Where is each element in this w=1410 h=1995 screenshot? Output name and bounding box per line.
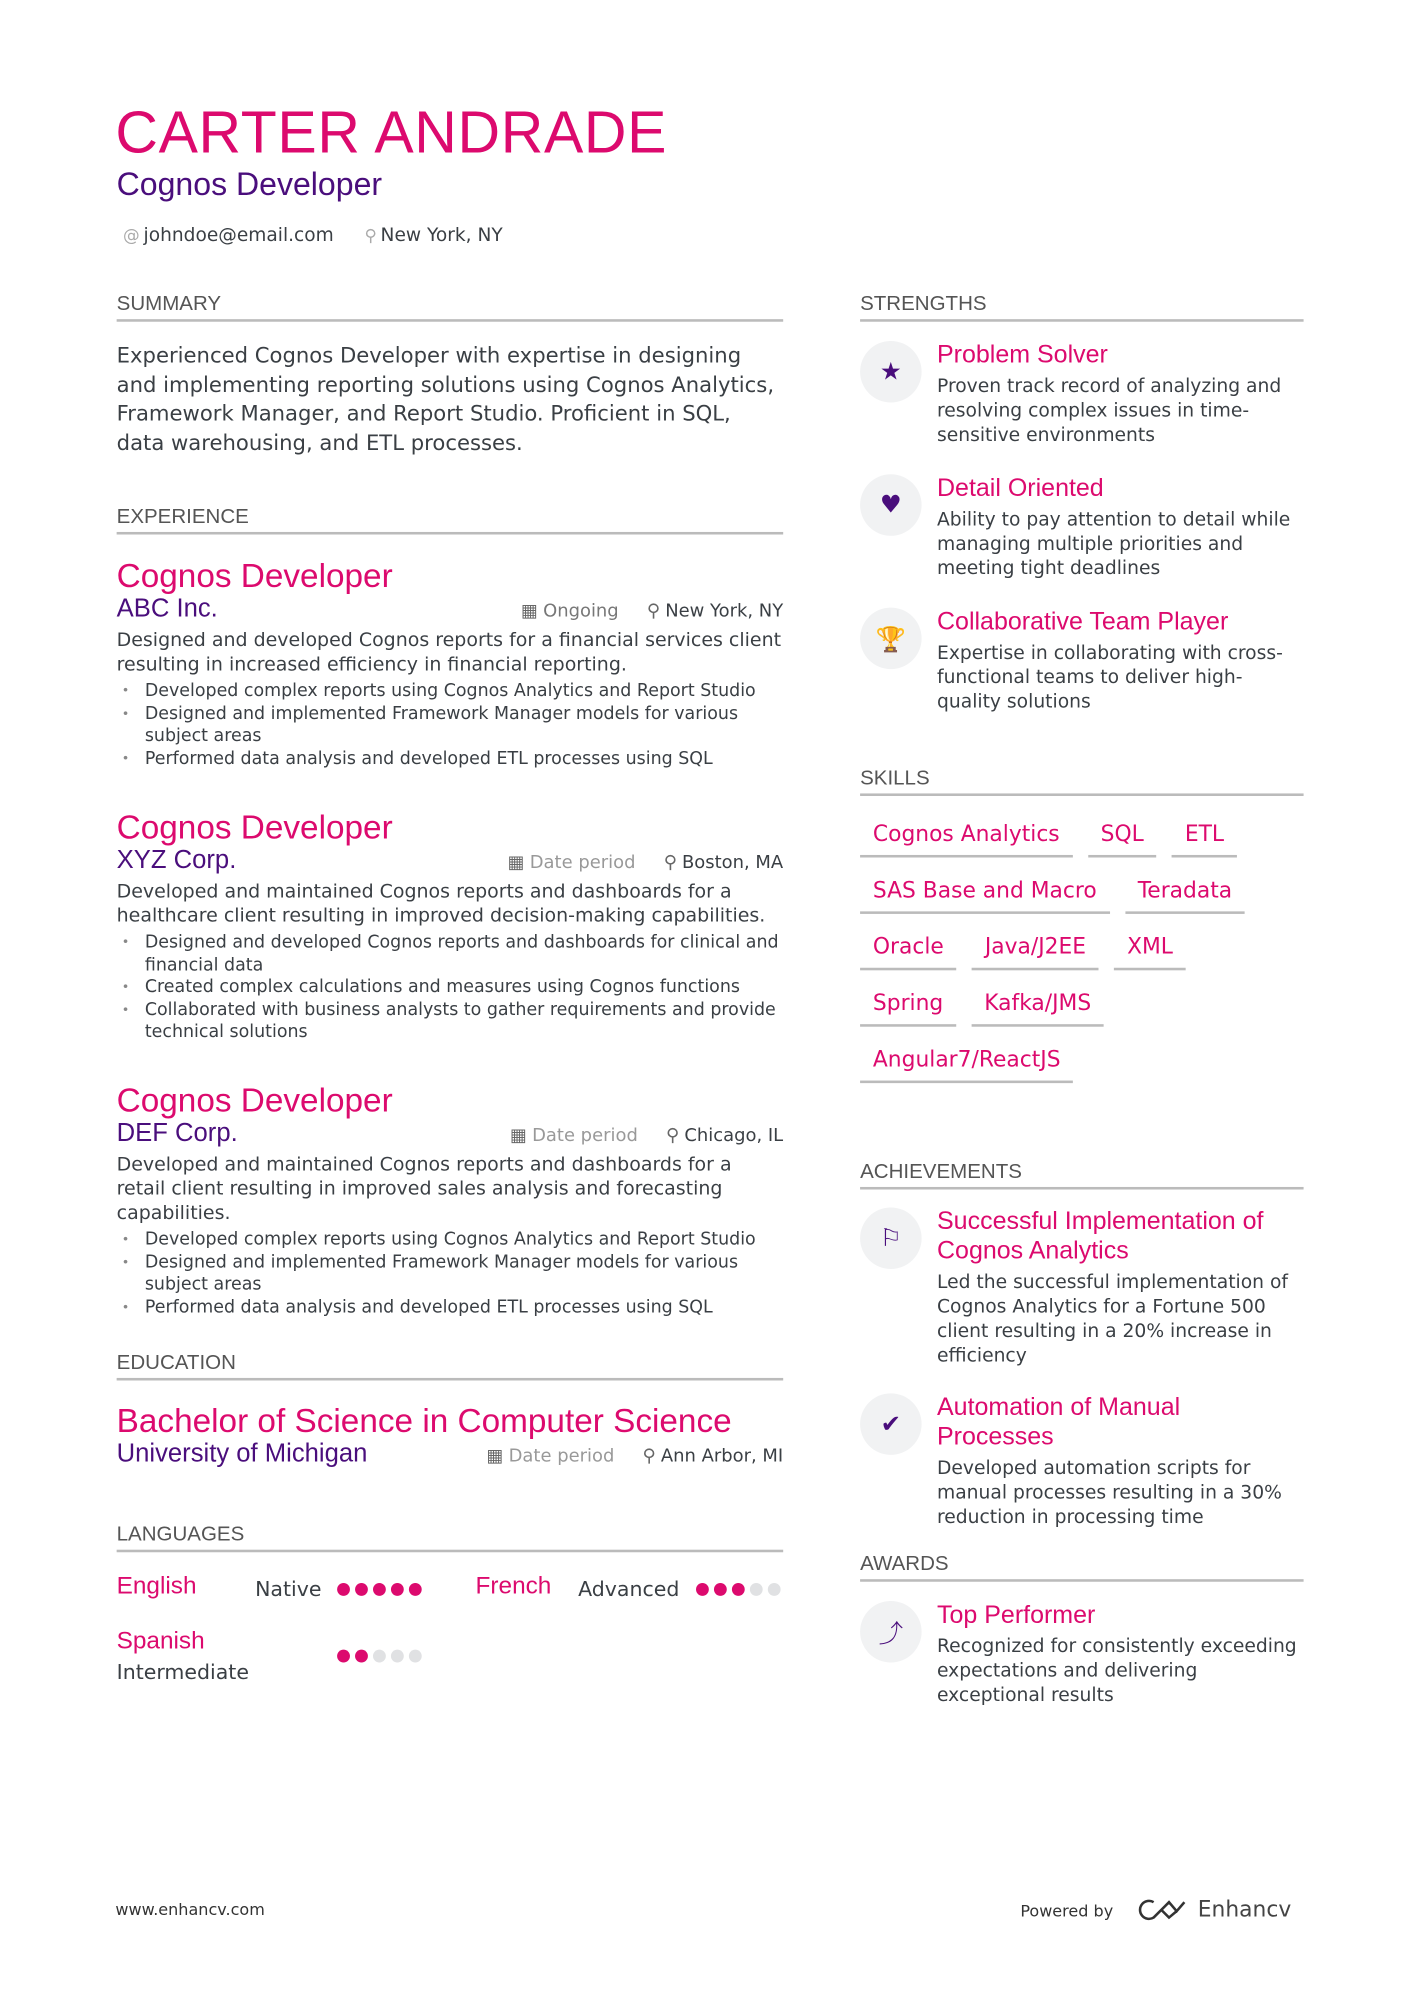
section-header-experience: EXPERIENCE — [117, 506, 784, 534]
bullet-item: • Performed data analysis and developed ETL processes using SQL — [145, 748, 783, 770]
star-icon: ★ — [860, 341, 922, 403]
achievements-item — [860, 1393, 1304, 1529]
job-bullets — [117, 1229, 784, 1319]
item-description: Led the successful implementation of Cognos Analytics for a Fortune 500 client resulting in a 20% increase in efficiency — [936, 1271, 1289, 1367]
company: DEF Corp. — [116, 1119, 238, 1148]
enhancv-logo-icon — [1139, 1898, 1188, 1921]
language-name: English — [116, 1572, 197, 1600]
location — [364, 226, 502, 247]
calendar-icon: ▦ — [486, 1445, 504, 1467]
experience-entry — [117, 806, 784, 1044]
location-pin-icon: ⚲ — [666, 1125, 680, 1146]
achievements-item — [860, 1207, 1304, 1367]
item-title: Top Performer — [936, 1600, 1096, 1630]
email-text: johndoe@email.com — [143, 225, 334, 247]
job-description: Designed and developed Cognos reports for a financial services client resulting in increased efficiency in financial reporting. — [116, 629, 782, 676]
job-title: Cognos Developer — [116, 1080, 393, 1120]
bullet-item: • Designed and developed Cognos reports and dashboards for clinical and financial data — [145, 932, 783, 977]
item-title: Automation of Manual Processes — [936, 1393, 1181, 1451]
skill-tag: Teradata — [1125, 878, 1245, 914]
rating-dot — [337, 1650, 350, 1663]
degree: Bachelor of Science in Computer Science — [116, 1401, 732, 1440]
rating-dot — [750, 1583, 763, 1596]
rating-dot — [355, 1650, 368, 1663]
language-level: Advanced — [578, 1576, 680, 1601]
job-date: Date period — [529, 852, 636, 873]
heart-icon: ♥ — [860, 474, 922, 536]
rating-dot — [696, 1583, 709, 1596]
job-meta — [521, 601, 783, 622]
experience-entry — [117, 1079, 784, 1319]
strengths-item — [860, 608, 1304, 714]
skill-tag: SAS Base and Macro — [860, 878, 1109, 914]
job-location: Chicago, IL — [684, 1125, 784, 1146]
location-text: New York, NY — [380, 225, 503, 247]
footer-branding — [1020, 1897, 1291, 1923]
language-level: Intermediate — [116, 1659, 249, 1685]
item-title: Collaborative Team Player — [936, 607, 1229, 636]
section-header-strengths: STRENGTHS — [860, 294, 1304, 322]
section-header-education: EDUCATION — [117, 1352, 784, 1380]
check-icon: ✔ — [860, 1393, 922, 1455]
calendar-icon: ▦ — [507, 852, 525, 873]
contact-info — [123, 226, 503, 247]
footer-website[interactable]: www.enhancv.com — [115, 1899, 265, 1919]
item-description: Developed automation scripts for manual processes resulting in a 30% reduction in processing time — [936, 1457, 1282, 1528]
job-title: Cognos Developer — [116, 556, 393, 595]
job-description: Developed and maintained Cognos reports and dashboards for a retail client resulting in improved sales analysis and forecasting capabilities. — [116, 1153, 732, 1225]
job-date: Date period — [532, 1125, 638, 1146]
rating-dot — [391, 1583, 404, 1596]
job-location: New York, NY — [665, 601, 784, 622]
skill-tag: Angular7/ReactJS — [860, 1047, 1073, 1083]
skill-tag: XML — [1114, 934, 1186, 970]
skill-tag: Java/J2EE — [972, 934, 1099, 970]
calendar-icon: ▦ — [509, 1125, 527, 1146]
job-title: Cognos Developer — [116, 807, 393, 846]
bullet-item: • Performed data analysis and developed ETL processes using SQL — [145, 1297, 783, 1319]
skill-tag: Spring — [860, 991, 956, 1027]
bullet-item: • Collaborated with business analysts to gather requirements and provide technical solutions — [145, 999, 783, 1044]
rating-dot — [373, 1583, 386, 1596]
at-icon: @ — [123, 226, 140, 247]
rating-dot — [391, 1650, 404, 1663]
location-pin-icon: ⚲ — [646, 601, 661, 622]
job-meta — [510, 1125, 783, 1146]
education-entry — [117, 1400, 784, 1469]
candidate-name: CARTER ANDRADE — [115, 98, 668, 166]
company: ABC Inc. — [116, 594, 218, 623]
job-location: Boston, MA — [681, 852, 784, 873]
item-title: Detail Oriented — [936, 474, 1104, 503]
skill-tag: Oracle — [860, 934, 957, 970]
education-location: Ann Arbor, MI — [660, 1445, 784, 1467]
bullet-item: • Created complex calculations and measures using Cognos functions — [145, 977, 783, 999]
job-bullets — [117, 681, 784, 771]
rating-dot — [732, 1583, 745, 1596]
email[interactable] — [123, 226, 334, 247]
job-bullets — [117, 932, 784, 1044]
language-level: Native — [255, 1576, 322, 1601]
rating-dot — [373, 1650, 386, 1663]
language-rating — [337, 1650, 422, 1663]
section-header-languages: LANGUAGES — [117, 1524, 784, 1552]
rating-dot — [714, 1583, 727, 1596]
rating-dot — [337, 1583, 350, 1596]
location-pin-icon: ⚲ — [364, 226, 377, 247]
summary-text: Experienced Cognos Developer with expertise in designing and implementing reporting solutions using Cognos Analytics, Framework Manager, and Report Studio. Proficient in SQL, data warehousing, and ETL processes. — [116, 343, 775, 455]
section-header-skills: SKILLS — [860, 768, 1304, 796]
language-name: Spanish — [116, 1627, 205, 1655]
section-header-achievements: ACHIEVEMENTS — [860, 1161, 1304, 1189]
education-date: Date period — [508, 1445, 615, 1467]
language-name: French — [475, 1572, 552, 1600]
item-description: Recognized for consistently exceeding expectations and delivering exceptional results — [936, 1635, 1297, 1707]
awards-item — [860, 1601, 1304, 1707]
bullet-item: • Designed and implemented Framework Manager models for various subject areas — [145, 703, 783, 748]
strengths-item — [860, 341, 1304, 447]
bullet-item: • Developed complex reports using Cognos Analytics and Report Studio — [145, 1229, 783, 1251]
calendar-icon: ▦ — [520, 601, 538, 622]
company: XYZ Corp. — [116, 845, 237, 875]
location-pin-icon: ⚲ — [642, 1445, 656, 1467]
item-title: Problem Solver — [936, 340, 1108, 370]
language-rating — [696, 1583, 781, 1596]
item-description: Proven track record of analyzing and resolving complex issues in time-sensitive environments — [936, 375, 1282, 447]
bullet-item: • Developed complex reports using Cognos Analytics and Report Studio — [145, 681, 783, 703]
rating-dot — [409, 1583, 422, 1596]
strategy-icon: ⤴ — [860, 1601, 922, 1663]
language-rating — [337, 1583, 422, 1596]
school: University of Michigan — [116, 1439, 368, 1468]
skill-tag: Kafka/JMS — [971, 991, 1104, 1027]
flag-icon: ⚐ — [860, 1207, 922, 1269]
skill-tag: ETL — [1172, 822, 1237, 858]
powered-by-text: Powered by — [1020, 1900, 1114, 1920]
education-meta — [487, 1446, 784, 1467]
section-header-summary: SUMMARY — [117, 294, 784, 322]
experience-entry — [117, 555, 784, 770]
location-pin-icon: ⚲ — [663, 852, 677, 873]
rating-dot — [768, 1583, 781, 1596]
job-date: Ongoing — [543, 601, 619, 622]
item-description: Expertise in collaborating with cross-functional teams to deliver high-quality solutions — [936, 642, 1283, 713]
section-header-awards: AWARDS — [860, 1554, 1304, 1582]
candidate-title: Cognos Developer — [116, 166, 383, 203]
item-title: Successful Implementation of Cognos Analytics — [936, 1207, 1264, 1266]
rating-dot — [355, 1583, 368, 1596]
strengths-item — [860, 474, 1304, 580]
job-description: Developed and maintained Cognos reports and dashboards for a healthcare client resulting in improved decision-making capabilities. — [116, 880, 766, 927]
brand-name: Enhancv — [1197, 1897, 1292, 1923]
job-meta — [508, 852, 784, 873]
trophy-icon: 🏆 — [860, 608, 922, 670]
item-description: Ability to pay attention to detail while managing multiple priorities and meeting tight deadlines — [936, 508, 1291, 580]
skill-tag: Cognos Analytics — [860, 822, 1072, 858]
bullet-item: • Designed and implemented Framework Manager models for various subject areas — [145, 1252, 783, 1297]
skill-tag: SQL — [1088, 822, 1157, 858]
rating-dot — [409, 1650, 422, 1663]
